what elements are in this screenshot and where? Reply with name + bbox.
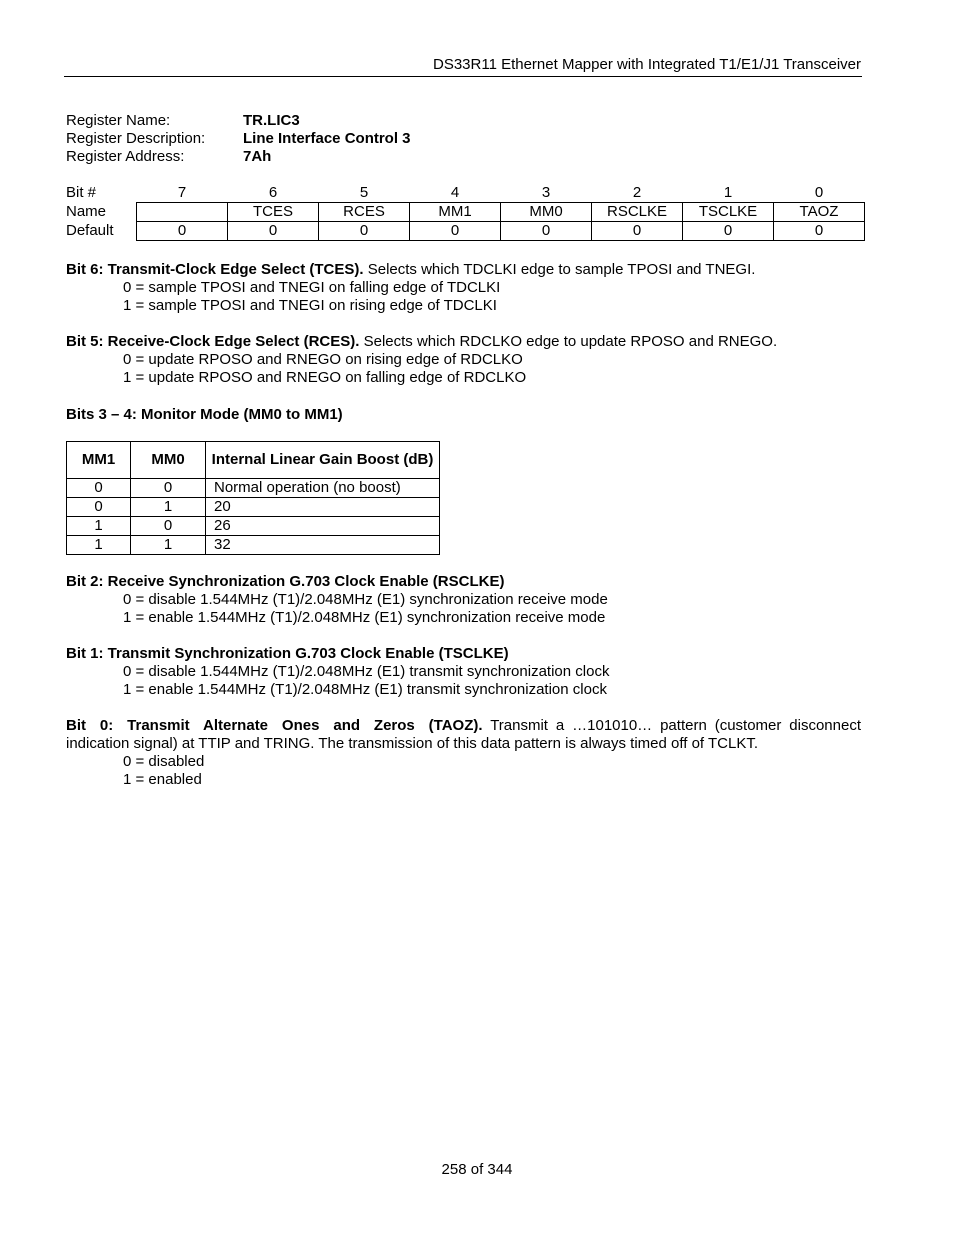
bits34-section — [66, 406, 861, 424]
bit2-option-0: 0 = disable 1.544MHz (T1)/2.048MHz (E1) synchronization receive mode — [123, 591, 608, 608]
bit-number: 4 — [450, 184, 460, 201]
table-cell-mm0: 1 — [131, 498, 206, 517]
bit0-section — [66, 717, 861, 789]
table-cell-gain: 26 — [206, 517, 440, 536]
table-cell-mm0: 0 — [131, 479, 206, 498]
bit2-section — [66, 573, 861, 627]
table-header-mm1: MM1 — [67, 442, 131, 479]
bit1-option-0: 0 = disable 1.544MHz (T1)/2.048MHz (E1) transmit synchronization clock — [123, 663, 610, 680]
table-header-gain-boost: Internal Linear Gain Boost (dB) — [206, 442, 440, 479]
bit5-description: Selects which RDCLKO edge to update RPOSO and RNEGO. — [359, 333, 778, 350]
page-number: 258 of 344 — [441, 1161, 513, 1178]
bit-name-row — [64, 203, 865, 222]
register-address-label: Register Address: — [66, 148, 185, 165]
bit6-option-0: 0 = sample TPOSI and TNEGI on falling edge of TDCLKI — [123, 279, 501, 296]
bit-default-row — [64, 222, 865, 241]
register-name-label: Register Name: — [66, 112, 171, 129]
table-cell-mm1: 1 — [67, 517, 131, 536]
table-cell-gain: Normal operation (no boost) — [206, 479, 440, 498]
bit2-option-1: 1 = enable 1.544MHz (T1)/2.048MHz (E1) synchronization receive mode — [123, 609, 606, 626]
bit-default: 0 — [501, 222, 592, 241]
bit-name: TAOZ — [774, 203, 865, 222]
table-cell-mm1: 0 — [67, 498, 131, 517]
bit-default: 0 — [592, 222, 683, 241]
register-address-value: 7Ah — [243, 148, 272, 165]
table-cell-mm0: 0 — [131, 517, 206, 536]
bit-default: 0 — [410, 222, 501, 241]
bit-name: TSCLKE — [683, 203, 774, 222]
table-row — [67, 517, 440, 536]
document-header-title: DS33R11 Ethernet Mapper with Integrated T1/E1/J1 Transceiver — [432, 56, 861, 73]
bit-name: RSCLKE — [592, 203, 683, 222]
bit6-title: Bit 6: Transmit-Clock Edge Select (TCES). — [66, 261, 364, 278]
bit-name-label: Name — [66, 203, 107, 220]
bits34-title: Bits 3 – 4: Monitor Mode (MM0 to MM1) — [66, 406, 343, 423]
bit-default: 0 — [319, 222, 410, 241]
bit5-heading — [66, 333, 861, 351]
bit-number: 1 — [723, 184, 733, 201]
bit5-section — [66, 333, 861, 387]
bit5-option-1: 1 = update RPOSO and RNEGO on falling edge of RDCLKO — [123, 369, 527, 386]
bit1-section — [66, 645, 861, 699]
bit-number: 2 — [632, 184, 642, 201]
register-description-value: Line Interface Control 3 — [243, 130, 411, 147]
bit0-heading — [66, 717, 861, 753]
bit-default: 0 — [228, 222, 319, 241]
register-description-label: Register Description: — [66, 130, 206, 147]
bit-number: 5 — [359, 184, 369, 201]
header-divider — [64, 76, 862, 77]
bit-name — [137, 203, 228, 222]
bit0-option-0: 0 = disabled — [123, 753, 205, 770]
register-bit-table — [64, 184, 865, 241]
bit-number-label: Bit # — [66, 184, 97, 202]
bit-number: 0 — [814, 184, 824, 201]
bit0-option-1: 1 = enabled — [123, 771, 202, 788]
bit-name: TCES — [228, 203, 319, 222]
bit0-title: Bit 0: Transmit Alternate Ones and Zeros (TAOZ). — [66, 717, 483, 734]
bit-default: 0 — [683, 222, 774, 241]
table-cell-gain: 32 — [206, 536, 440, 555]
bit-default: 0 — [774, 222, 865, 241]
table-header-mm0: MM0 — [131, 442, 206, 479]
monitor-mode-table — [66, 441, 440, 555]
table-row — [67, 498, 440, 517]
bit-default: 0 — [137, 222, 228, 241]
table-cell-mm0: 1 — [131, 536, 206, 555]
bit6-heading — [66, 261, 861, 279]
bit-number: 3 — [541, 184, 551, 201]
bit1-title: Bit 1: Transmit Synchronization G.703 Clock Enable (TSCLKE) — [66, 645, 509, 662]
table-row — [67, 536, 440, 555]
bit-name: MM1 — [410, 203, 501, 222]
bit5-title: Bit 5: Receive-Clock Edge Select (RCES). — [66, 333, 360, 350]
bit5-option-0: 0 = update RPOSO and RNEGO on rising edge of RDCLKO — [123, 351, 523, 368]
bit-name: MM0 — [501, 203, 592, 222]
bit6-section — [66, 261, 861, 315]
bit0-description: Transmit a …101010… pattern (customer disconnect indication signal) at TTIP and TRING. The transmission of this data pattern is always timed off of TCLKT. — [66, 717, 861, 752]
bit-default-label: Default — [66, 222, 114, 239]
bit2-title: Bit 2: Receive Synchronization G.703 Clock Enable (RSCLKE) — [66, 573, 505, 590]
bit-number-row — [64, 184, 865, 203]
table-cell-gain: 20 — [206, 498, 440, 517]
bit-name: RCES — [319, 203, 410, 222]
bit-number: 6 — [268, 184, 278, 201]
table-header-row — [67, 442, 440, 479]
bit6-description: Selects which TDCLKI edge to sample TPOSI and TNEGI. — [363, 261, 756, 278]
register-name-value: TR.LIC3 — [243, 112, 300, 129]
bit6-option-1: 1 = sample TPOSI and TNEGI on rising edge of TDCLKI — [123, 297, 497, 314]
table-cell-mm1: 0 — [67, 479, 131, 498]
bit1-option-1: 1 = enable 1.544MHz (T1)/2.048MHz (E1) transmit synchronization clock — [123, 681, 607, 698]
table-cell-mm1: 1 — [67, 536, 131, 555]
table-row — [67, 479, 440, 498]
bit-number: 7 — [177, 184, 187, 201]
